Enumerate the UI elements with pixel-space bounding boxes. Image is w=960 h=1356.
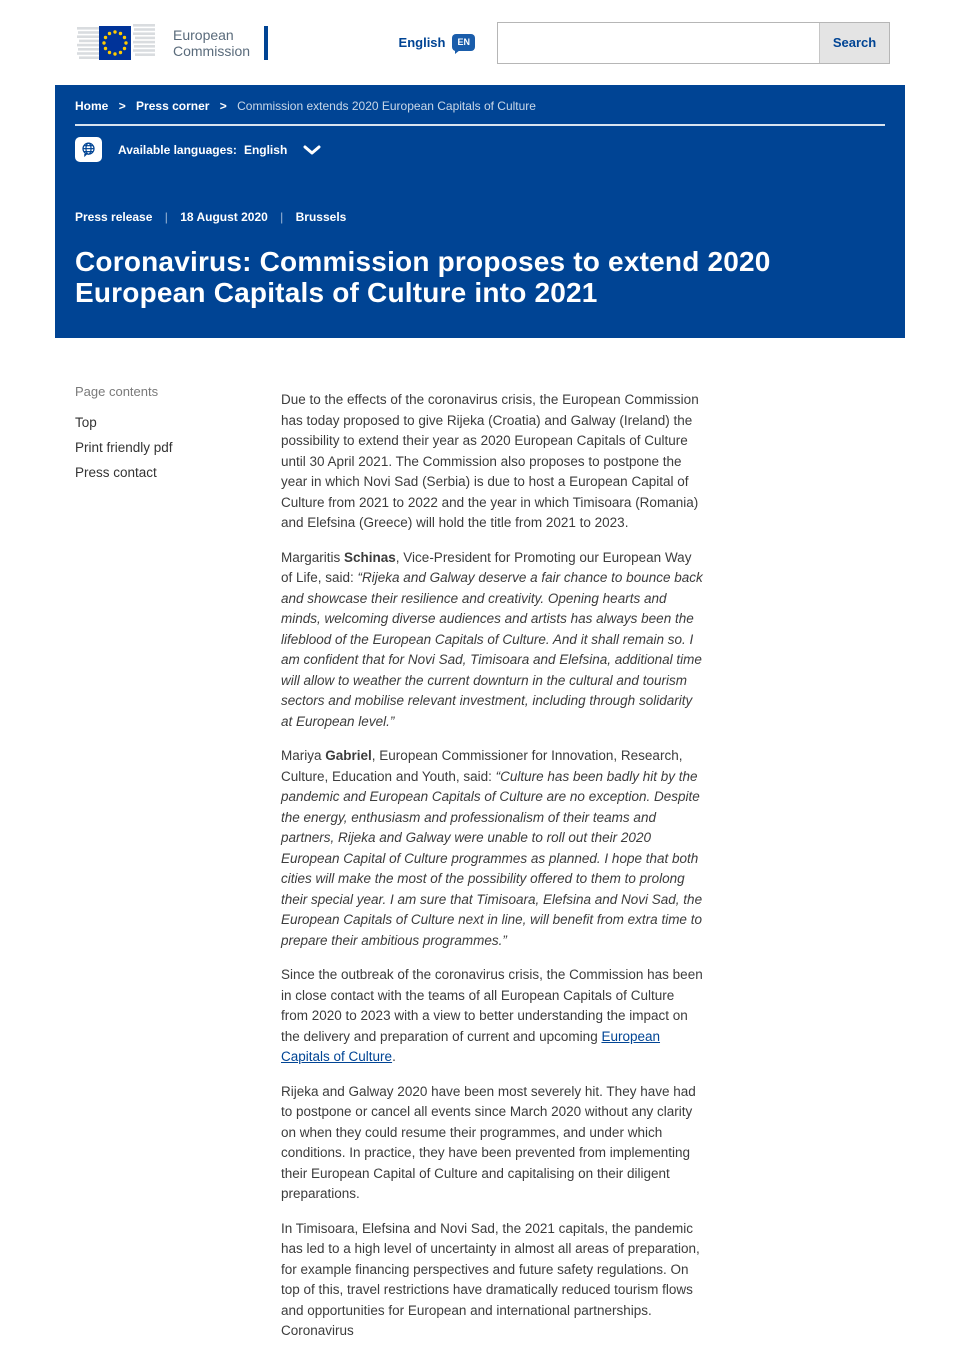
translate-globe-icon[interactable] bbox=[75, 137, 102, 162]
article-paragraph: Since the outbreak of the coronavirus crisis, the Commission has been in close contact with the teams of all European Capitals of Culture from 2020 to 2023 with a view to better understanding the impact on the delivery and preparation of current and upcoming European Capitals of Culture. bbox=[281, 967, 703, 1064]
article-paragraph: In Timisoara, Elefsina and Novi Sad, the 2021 capitals, the pandemic has led to a high level of uncertainty in almost all areas of preparation, for example financing perspectives and future safety regulations. On top of this, travel restrictions have dramatically reduced tourism flows and opportunities for European and international partnerships. Coronavirus bbox=[281, 1220, 700, 1338]
press-type: Press release bbox=[75, 210, 153, 224]
search-form bbox=[497, 22, 890, 64]
breadcrumb-press-corner[interactable]: Press corner bbox=[136, 99, 210, 113]
article-paragraph-quote-schinas: Margaritis Schinas, Vice-President for Promoting our European Way of Life, said: “Rijeka and Galway deserve a fair chance to bounce back and showcase their resilience and creativity. Opening hearts and minds, welcoming diverse audiences and artists has always been the lifeblood of the European Capitals of Culture. And it shall remain so. I am confident that for Novi Sad, Timisoara and Elefsina, additional time will allow to weather the current downturn in the cultural and tourism sectors and mobilise relevant investment, including through solidarity at European level.” bbox=[281, 549, 703, 729]
ec-flag-graphic-icon bbox=[75, 18, 161, 68]
available-languages-value: English bbox=[243, 142, 288, 157]
search-input[interactable] bbox=[498, 23, 819, 63]
available-languages-label: Available languages: bbox=[118, 142, 237, 157]
language-badge-icon: EN bbox=[452, 34, 475, 51]
ec-logo[interactable] bbox=[75, 18, 268, 68]
language-selector[interactable] bbox=[399, 34, 475, 51]
article-paragraph-quote-gabriel: Mariya Gabriel, European Commissioner for Innovation, Research, Culture, Education and Youth, said: “Culture has been badly hit by the pandemic and European Capitals of Culture are no exception. Despite the energy, enthusiasm and professionalism of their teams and partners, Rijeka and Galway were unable to roll out their 2020 European Capital of Culture programmes as planned. I hope that both cities will make the most of the possibility offered to them to prolong their special year. I am sure that Timisoara, Elefsina and Novi Sad, the European Capitals of Culture next in line, will benefit from extra time to prepare their ambitious programmes.” bbox=[281, 748, 703, 948]
breadcrumb-separator: > bbox=[219, 99, 227, 113]
press-meta bbox=[75, 210, 885, 224]
article-body bbox=[281, 338, 703, 1356]
available-languages-bar bbox=[75, 126, 885, 168]
search-button[interactable]: Search bbox=[819, 23, 889, 63]
hero-band bbox=[55, 85, 905, 338]
breadcrumb-home[interactable]: Home bbox=[75, 99, 109, 113]
sidebar-item-press-contact[interactable]: Press contact bbox=[75, 465, 157, 480]
press-location: Brussels bbox=[295, 210, 347, 224]
logo-divider-bar bbox=[264, 26, 268, 60]
article-paragraph: Due to the effects of the coronavirus crisis, the European Commission has today proposed to give Rijeka (Croatia) and Galway (Ireland) the possibility to extend their year as 2020 European Capitals of Culture until 30 April 2021. The Commission also proposes to postpone the year in which Novi Sad (Serbia) is due to host a European Capital of Culture from 2021 to 2022 and the year in which Timisoara (Romania) and Elefsina (Greece) will hold the title from 2021 to 2023. bbox=[281, 392, 699, 530]
page-content bbox=[55, 338, 905, 1356]
meta-separator: | bbox=[280, 210, 284, 224]
breadcrumb-separator: > bbox=[118, 99, 126, 113]
body-link[interactable]: European Capitals of Culture bbox=[281, 1028, 661, 1064]
site-header bbox=[55, 0, 905, 85]
sidebar-item-top[interactable]: Top bbox=[75, 415, 97, 430]
breadcrumb-current-page: Commission extends 2020 European Capitals of Culture bbox=[237, 99, 536, 113]
sidebar-heading: Page contents bbox=[75, 384, 159, 399]
sidebar-item-print-pdf[interactable]: Print friendly pdf bbox=[75, 440, 173, 455]
page-contents-sidebar bbox=[75, 338, 281, 1356]
breadcrumb bbox=[75, 85, 885, 124]
ec-logo-wordmark: European Commission bbox=[173, 26, 251, 59]
page-title: Coronavirus: Commission proposes to extend 2020 European Capitals of Culture into 2021 bbox=[75, 246, 771, 308]
press-date: 18 August 2020 bbox=[180, 210, 268, 224]
chevron-down-icon[interactable] bbox=[303, 145, 321, 155]
meta-separator: | bbox=[164, 210, 168, 224]
language-label: English bbox=[398, 35, 446, 50]
article-paragraph: Rijeka and Galway 2020 have been most severely hit. They have had to postpone or cancel all events since March 2020 without any clarity on when they could resume their programmes, and under which conditions. In practice, they have been prevented from implementing their European Capital of Culture and capitalising on their diligent preparations. bbox=[281, 1083, 696, 1201]
